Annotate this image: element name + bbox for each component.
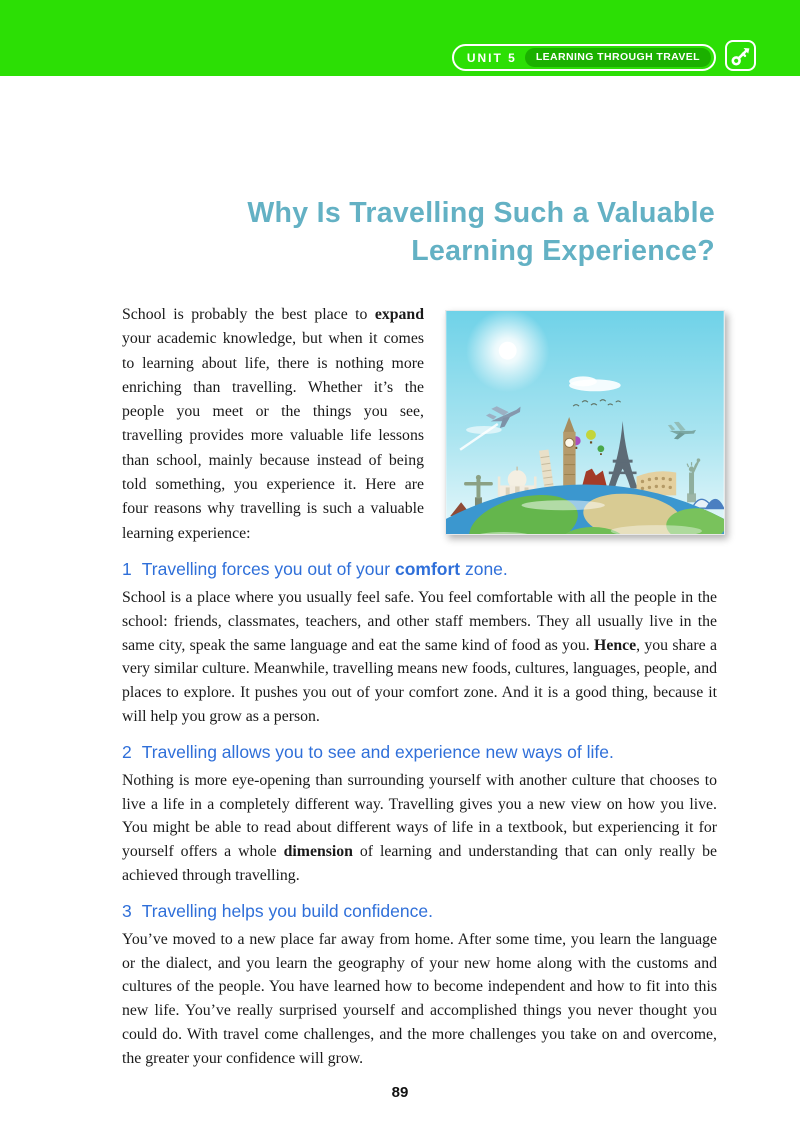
section-3-heading (122, 900, 717, 922)
section-1 (122, 558, 717, 729)
title-line-2: Learning Experience? (411, 235, 715, 267)
sun-icon (466, 310, 549, 392)
section-3 (122, 900, 717, 1071)
intro-section (122, 303, 722, 546)
section-2-heading (122, 741, 717, 763)
unit-label: UNIT 5 (466, 50, 517, 65)
section-2 (122, 741, 717, 888)
section-1-paragraph: School is a place where you usually feel safe. You feel comfortable with all the people in the school: friends, classmates, teachers, and other staff members. They all usually live in the same city, speak the same language and eat the same kind of food as you. Hence, you share a very similar culture. Meanwhile, travelling means new foods, cultures, languages, people, and places to explore. It pushes you out of your comfort zone. And it is a good thing, because it will help you grow as a person. (122, 588, 717, 725)
section-2-heading-text: Travelling allows you to see and experience new ways of life. (141, 741, 614, 762)
section-2-paragraph: Nothing is more eye-opening than surrounding yourself with another culture that chooses to live a life in a completely different way. Travelling gives you a new view on how you live. You might be able to read about different ways of life in a textbook, but experiencing it for yourself offers a whole dimension of learning and understanding that can only really be achieved through travelling. (122, 771, 718, 884)
section-2-number: 2 (122, 741, 132, 762)
section-3-paragraph: You’ve moved to a new place far away from home. After some time, you learn the language or the dialect, and you learn the geography of your new home along with the customs and cultures of the people. You have learned how to become independent and how to fit into this new life. You’ve really surprised yourself and accomplished things you never thought you could do. With travel come challenges, and the more challenges you take on and overcome, the greater your confidence will grow. (122, 930, 717, 1067)
unit-pill (452, 44, 716, 71)
unit-title-badge: LEARNING THROUGH TRAVEL (525, 48, 711, 67)
section-1-heading-text: Travelling forces you out of your comfort zone. (141, 558, 508, 579)
intro-paragraph: School is probably the best place to expand your academic knowledge, but when it comes to learning about life, there is nothing more enriching than travelling. Whether it’s the people you meet or the things you see, travelling provides more valuable life lessons than school, mainly because instead of being told something, you experience it. Here are four reasons why travelling is such a valuable learning experience: (122, 306, 424, 542)
key-arrow-icon (725, 40, 756, 71)
section-1-heading (122, 558, 717, 580)
page-footer (0, 1084, 800, 1102)
travel-collage-image (445, 310, 725, 546)
section-3-number: 3 (122, 900, 132, 921)
page-number: 89 (391, 1083, 409, 1101)
unit-banner (0, 0, 800, 76)
section-1-number: 1 (122, 558, 132, 579)
page-title (0, 194, 715, 270)
section-3-heading-text: Travelling helps you build confidence. (141, 900, 433, 921)
title-line-1: Why Is Travelling Such a Valuable (247, 197, 715, 229)
